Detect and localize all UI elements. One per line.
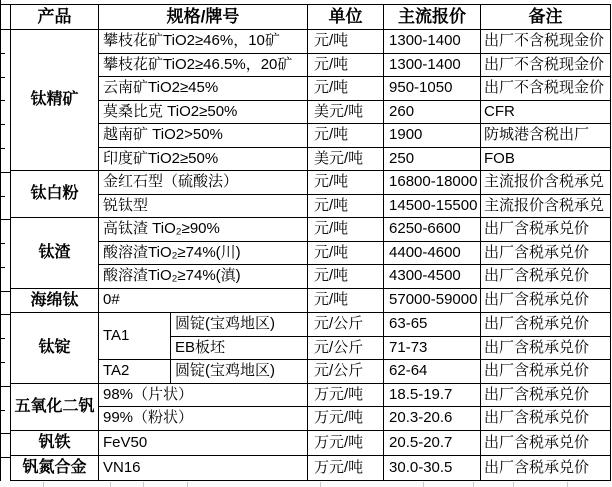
unit-cell: 元/吨 bbox=[308, 288, 384, 313]
product-cell: 钒铁 bbox=[11, 430, 99, 455]
product-cell: 钒氮合金 bbox=[11, 455, 99, 480]
gutter-row-tick bbox=[0, 410, 5, 411]
note-cell: 出厂含税承兑价 bbox=[481, 313, 611, 337]
sheet-column-gridline bbox=[473, 482, 474, 487]
price-cell: 20.5-20.7 bbox=[384, 430, 481, 455]
sheet-column-gridline bbox=[187, 482, 188, 487]
sheet-left-gutter bbox=[0, 0, 10, 487]
header-unit: 单位 bbox=[308, 5, 384, 30]
table-row bbox=[11, 241, 611, 265]
gutter-row-tick bbox=[0, 53, 5, 54]
spec-cell: 高钛渣 TiO₂≥90% bbox=[99, 218, 308, 242]
unit-cell: 万元/吨 bbox=[308, 407, 384, 431]
table-row bbox=[11, 455, 611, 480]
table-row bbox=[11, 407, 611, 431]
spec-cell: 攀枝花矿TiO2≥46.5%，20矿 bbox=[99, 53, 308, 77]
unit-cell: 美元/吨 bbox=[308, 147, 384, 171]
note-cell: 出厂含税承兑价 bbox=[481, 430, 611, 455]
gutter-row-tick bbox=[0, 148, 5, 149]
table-row bbox=[11, 53, 611, 77]
unit-cell: 元/吨 bbox=[308, 77, 384, 101]
price-cell: 62-64 bbox=[384, 360, 481, 384]
spec-cell: 莫桑比克 TiO2≥50% bbox=[99, 100, 308, 124]
unit-cell: 元/吨 bbox=[308, 30, 384, 54]
adjacent-column-border bbox=[0, 0, 1, 481]
unit-cell: 元/公斤 bbox=[308, 313, 384, 337]
product-cell: 五氧化二钒 bbox=[11, 383, 99, 430]
spec-cell: 锐钛型 bbox=[99, 194, 308, 218]
note-cell: 出厂不含税现金价 bbox=[481, 30, 611, 54]
price-cell: 4300-4500 bbox=[384, 265, 481, 289]
spec-cell: 攀枝花矿TiO2≥46%，10矿 bbox=[99, 30, 308, 54]
sheet-column-gridline bbox=[567, 482, 568, 487]
sheet-column-gridline bbox=[110, 482, 111, 487]
unit-cell: 元/吨 bbox=[308, 171, 384, 195]
gutter-row-tick bbox=[0, 243, 5, 244]
product-cell: 海绵钛 bbox=[11, 288, 99, 313]
header-spec: 规格/牌号 bbox=[99, 5, 308, 30]
price-cell: 250 bbox=[384, 147, 481, 171]
sheet-column-gridline bbox=[513, 482, 514, 487]
table-row bbox=[11, 218, 611, 242]
table-row bbox=[11, 288, 611, 313]
table-row bbox=[11, 360, 611, 384]
gutter-row-tick bbox=[0, 362, 5, 363]
gutter-section-line bbox=[0, 4, 10, 5]
price-table bbox=[10, 4, 611, 481]
table-row bbox=[11, 265, 611, 289]
price-cell: 1900 bbox=[384, 124, 481, 148]
sheet-column-gridline bbox=[143, 482, 144, 487]
grade-cell: TA1 bbox=[99, 313, 171, 360]
spec-cell: 酸溶渣TiO₂≥74%(川) bbox=[99, 241, 308, 265]
price-cell: 20.3-20.6 bbox=[384, 407, 481, 431]
note-cell: 出厂含税承兑价 bbox=[481, 383, 611, 407]
price-cell: 30.0-30.5 bbox=[384, 455, 481, 480]
spec-cell: 酸溶渣TiO₂≥74%(滇) bbox=[99, 265, 308, 289]
table-row bbox=[11, 313, 611, 337]
table-row bbox=[11, 147, 611, 171]
note-cell: FOB bbox=[481, 147, 611, 171]
spec-cell: 金红石型（硫酸法） bbox=[99, 171, 308, 195]
product-cell: 钛渣 bbox=[11, 218, 99, 289]
price-cell: 71-73 bbox=[384, 336, 481, 360]
gutter-section-line bbox=[0, 29, 10, 30]
unit-cell: 元/公斤 bbox=[308, 360, 384, 384]
price-cell: 260 bbox=[384, 100, 481, 124]
note-cell: 出厂含税承兑价 bbox=[481, 265, 611, 289]
table-row bbox=[11, 383, 611, 407]
gutter-section-line bbox=[0, 291, 10, 292]
table-row bbox=[11, 77, 611, 101]
gutter-row-tick bbox=[0, 77, 5, 78]
gutter-row-tick bbox=[0, 100, 5, 101]
header-product: 产品 bbox=[11, 5, 99, 30]
unit-cell: 万元/吨 bbox=[308, 430, 384, 455]
spec-cell: 越南矿 TiO2>50% bbox=[99, 124, 308, 148]
product-cell: 钛精矿 bbox=[11, 30, 99, 171]
unit-cell: 元/吨 bbox=[308, 194, 384, 218]
spec-cell: 圆锭(宝鸡地区) bbox=[171, 360, 308, 384]
header-note: 备注 bbox=[481, 5, 611, 30]
note-cell: 出厂含税承兑价 bbox=[481, 336, 611, 360]
table-row bbox=[11, 430, 611, 455]
gutter-section-line bbox=[0, 433, 10, 434]
spec-cell: EB板坯 bbox=[171, 336, 308, 360]
gutter-row-tick bbox=[0, 196, 5, 197]
gutter-section-line bbox=[0, 172, 10, 173]
note-cell: 出厂含税承兑价 bbox=[481, 218, 611, 242]
header-row bbox=[11, 5, 611, 30]
header-price: 主流报价 bbox=[384, 5, 481, 30]
spec-cell: VN16 bbox=[99, 455, 308, 480]
unit-cell: 元/吨 bbox=[308, 218, 384, 242]
note-cell: 出厂含税承兑价 bbox=[481, 360, 611, 384]
table-row bbox=[11, 30, 611, 54]
price-cell: 6250-6600 bbox=[384, 218, 481, 242]
spec-cell: 印度矿TiO2≥50% bbox=[99, 147, 308, 171]
note-cell: 防城港含税出厂 bbox=[481, 124, 611, 148]
price-cell: 63-65 bbox=[384, 313, 481, 337]
price-cell: 18.5-19.7 bbox=[384, 383, 481, 407]
unit-cell: 元/公斤 bbox=[308, 336, 384, 360]
table-row bbox=[11, 194, 611, 218]
table-row bbox=[11, 124, 611, 148]
note-cell: 出厂含税承兑价 bbox=[481, 288, 611, 313]
table-row bbox=[11, 171, 611, 195]
price-cell: 1300-1400 bbox=[384, 53, 481, 77]
table-row bbox=[11, 100, 611, 124]
unit-cell: 元/吨 bbox=[308, 53, 384, 77]
price-cell: 950-1050 bbox=[384, 77, 481, 101]
sheet-gridline-strip bbox=[0, 481, 612, 487]
gutter-section-line bbox=[0, 314, 10, 315]
gutter-section-line bbox=[0, 457, 10, 458]
spec-cell: 0# bbox=[99, 288, 308, 313]
spec-cell: 云南矿TiO2≥45% bbox=[99, 77, 308, 101]
spec-cell: 98%（片状） bbox=[99, 383, 308, 407]
grade-cell: TA2 bbox=[99, 360, 171, 384]
product-cell: 钛白粉 bbox=[11, 171, 99, 218]
unit-cell: 元/吨 bbox=[308, 241, 384, 265]
note-cell: 出厂不含税现金价 bbox=[481, 77, 611, 101]
gutter-section-line bbox=[0, 219, 10, 220]
note-cell: 主流报价含税承兑 bbox=[481, 194, 611, 218]
note-cell: 出厂含税承兑价 bbox=[481, 407, 611, 431]
note-cell: 主流报价含税承兑 bbox=[481, 171, 611, 195]
gutter-row-tick bbox=[0, 338, 5, 339]
note-cell: 出厂含税承兑价 bbox=[481, 241, 611, 265]
product-cell: 钛锭 bbox=[11, 313, 99, 384]
price-cell: 1300-1400 bbox=[384, 30, 481, 54]
unit-cell: 元/吨 bbox=[308, 124, 384, 148]
gutter-section-line bbox=[0, 386, 10, 387]
unit-cell: 万元/吨 bbox=[308, 455, 384, 480]
unit-cell: 元/吨 bbox=[308, 265, 384, 289]
spec-cell: 99%（粉状） bbox=[99, 407, 308, 431]
unit-cell: 万元/吨 bbox=[308, 383, 384, 407]
sheet-column-gridline bbox=[423, 482, 424, 487]
price-cell: 14500-15500 bbox=[384, 194, 481, 218]
price-cell: 16800-18000 bbox=[384, 171, 481, 195]
gutter-row-tick bbox=[0, 124, 5, 125]
note-cell: CFR bbox=[481, 100, 611, 124]
note-cell: 出厂含税承兑价 bbox=[481, 455, 611, 480]
sheet-column-gridline bbox=[320, 482, 321, 487]
price-cell: 4400-4600 bbox=[384, 241, 481, 265]
price-cell: 57000-59000 bbox=[384, 288, 481, 313]
unit-cell: 美元/吨 bbox=[308, 100, 384, 124]
spec-cell: 圆锭(宝鸡地区) bbox=[171, 313, 308, 337]
gutter-row-tick bbox=[0, 267, 5, 268]
note-cell: 出厂不含税现金价 bbox=[481, 53, 611, 77]
sheet-column-gridline bbox=[43, 482, 44, 487]
spec-cell: FeV50 bbox=[99, 430, 308, 455]
